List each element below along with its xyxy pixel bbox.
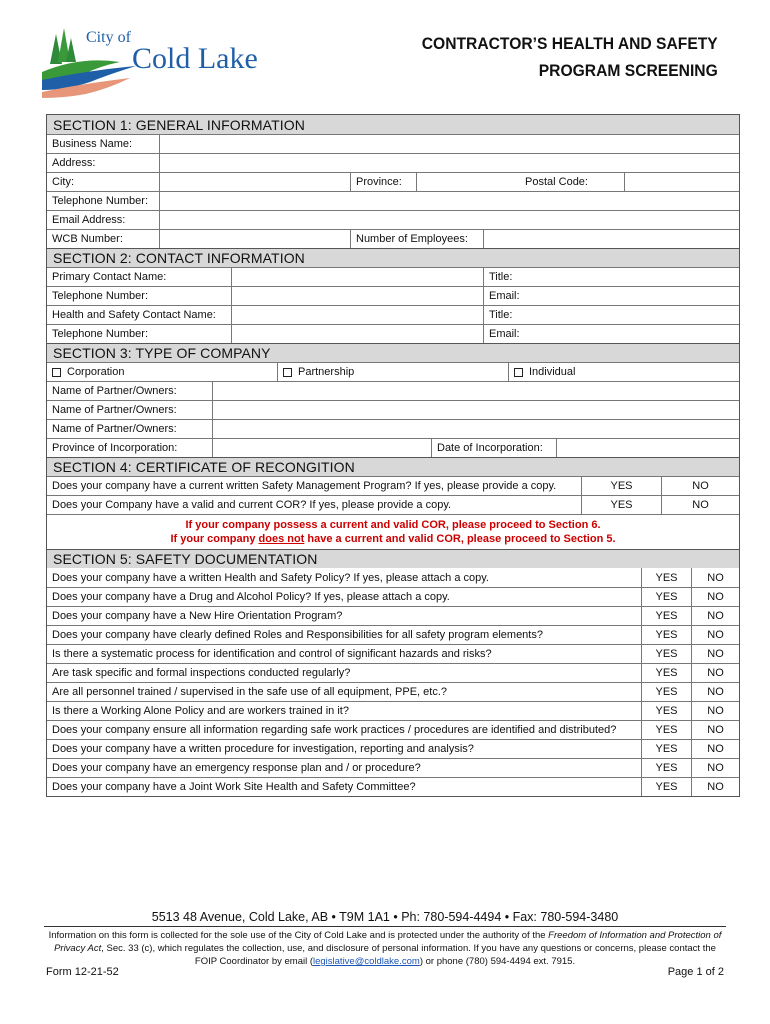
- no-option[interactable]: NO: [691, 664, 739, 682]
- logo-city-of: City of: [86, 29, 131, 46]
- logo-cold-lake: Cold Lake: [132, 42, 258, 75]
- footer-address: 5513 48 Avenue, Cold Lake, AB • T9M 1A1 • Ph: 780-594-4494 • Fax: 780-594-3480: [151, 910, 619, 924]
- safety-question-row: [47, 720, 739, 739]
- document-title: [396, 30, 718, 84]
- screening-form: [46, 114, 740, 797]
- partner-owner-label: Name of Partner/Owners:: [52, 423, 177, 435]
- notice-emphasis: does not: [258, 533, 305, 545]
- yes-option[interactable]: YES: [641, 568, 691, 587]
- business-name-field[interactable]: [159, 135, 739, 153]
- contact-email-field[interactable]: [483, 287, 739, 305]
- safety-question: Does your company have a written Health and Safety Policy? If yes, please attach a copy.: [52, 571, 489, 584]
- safety-question: Does your company have clearly defined Roles and Responsibilities for all safety program elements?: [52, 629, 543, 641]
- yes-option[interactable]: YES: [641, 626, 691, 644]
- title-label: Title:: [489, 309, 513, 321]
- safety-question: Is there a systematic process for identification and control of significant hazards and risks?: [52, 648, 492, 660]
- telephone-label: Telephone Number:: [52, 195, 149, 207]
- date-incorp-field[interactable]: [556, 439, 739, 457]
- title-line-2: PROGRAM SCREENING: [538, 61, 718, 80]
- yes-option[interactable]: YES: [641, 664, 691, 682]
- yes-option[interactable]: YES: [581, 477, 661, 495]
- yes-option[interactable]: YES: [641, 607, 691, 625]
- safety-question: Does your company have a New Hire Orientation Program?: [52, 610, 343, 622]
- safety-question-row: [47, 739, 739, 758]
- safety-question: Are all personnel trained / supervised in the safe use of all equipment, PPE, etc.?: [52, 686, 448, 698]
- safety-question-row: [47, 625, 739, 644]
- checkbox-icon: [52, 368, 61, 377]
- foip-email-link[interactable]: legislative@coldlake.com: [313, 956, 420, 967]
- safety-question: Does your company have an emergency response plan and / or procedure?: [52, 762, 421, 774]
- hs-email-field[interactable]: [483, 325, 739, 343]
- notice-line-1: If your company possess a current and valid COR, please proceed to Section 6.: [185, 519, 601, 531]
- privacy-text: , Sec. 33 (c), which regulates the collection, use, and disclosure of personal information. If you have any questions or concerns, please contact the FOIP Coordinator by email (: [101, 943, 716, 967]
- partnership-label: Partnership: [298, 366, 355, 378]
- no-option[interactable]: NO: [691, 721, 739, 739]
- safety-question-row: [47, 701, 739, 720]
- no-option[interactable]: NO: [691, 645, 739, 663]
- no-option[interactable]: NO: [661, 477, 739, 495]
- no-option[interactable]: NO: [691, 778, 739, 796]
- section-5-heading: SECTION 5: SAFETY DOCUMENTATION: [47, 549, 739, 568]
- individual-label: Individual: [529, 366, 576, 378]
- contact-telephone-field[interactable]: [231, 287, 483, 305]
- yes-option[interactable]: YES: [641, 721, 691, 739]
- notice-text: If your company: [170, 533, 259, 545]
- corporation-label: Corporation: [67, 366, 125, 378]
- city-field[interactable]: [159, 173, 350, 191]
- yes-option[interactable]: YES: [641, 683, 691, 701]
- privacy-notice: [44, 926, 726, 968]
- hs-contact-label: Health and Safety Contact Name:: [52, 309, 216, 321]
- safety-question: Does your company have a Joint Work Site Health and Safety Committee?: [52, 781, 416, 793]
- safety-question-row: [47, 644, 739, 663]
- cor-question-1: Does your company have a current written Safety Management Program? If yes, please provide a copy.: [52, 480, 557, 492]
- email-label: Email Address:: [52, 214, 126, 226]
- city-label: City:: [52, 176, 74, 188]
- postal-code-field[interactable]: [624, 173, 739, 191]
- no-option[interactable]: NO: [691, 607, 739, 625]
- notice-line-2: [170, 532, 615, 546]
- email-label: Email:: [489, 290, 520, 302]
- yes-option[interactable]: YES: [641, 645, 691, 663]
- hs-title-field[interactable]: [483, 306, 739, 324]
- no-option[interactable]: NO: [691, 588, 739, 606]
- safety-question: Is there a Working Alone Policy and are workers trained in it?: [52, 705, 349, 717]
- no-option[interactable]: NO: [691, 702, 739, 720]
- privacy-act: Freedom of Information and Protection of Privacy Act: [54, 930, 722, 954]
- employees-label: Number of Employees:: [350, 230, 483, 248]
- privacy-text: Information on this form is collected for the sole use of the City of Cold Lake and is protected under the authority of the: [48, 930, 549, 941]
- email-field[interactable]: [159, 211, 739, 229]
- employees-field[interactable]: [483, 230, 739, 248]
- partner-owner-label: Name of Partner/Owners:: [52, 385, 177, 397]
- hs-telephone-label: Telephone Number:: [52, 328, 149, 340]
- partner-owner-label: Name of Partner/Owners:: [52, 404, 177, 416]
- checkbox-icon: [283, 368, 292, 377]
- province-incorp-label: Province of Incorporation:: [52, 442, 178, 454]
- city-logo: [40, 22, 280, 98]
- yes-option[interactable]: YES: [641, 759, 691, 777]
- yes-option[interactable]: YES: [641, 778, 691, 796]
- no-option[interactable]: NO: [691, 740, 739, 758]
- tree-icon: [50, 28, 76, 64]
- title-label: Title:: [489, 271, 513, 283]
- title-line-1: CONTRACTOR’S HEALTH AND SAFETY: [421, 34, 718, 53]
- corporation-checkbox[interactable]: [47, 363, 277, 381]
- email-label: Email:: [489, 328, 520, 340]
- yes-option[interactable]: YES: [641, 740, 691, 758]
- contact-telephone-label: Telephone Number:: [52, 290, 149, 302]
- safety-question-row: [47, 587, 739, 606]
- address-field[interactable]: [159, 154, 739, 172]
- safety-question: Does your company ensure all information regarding safe work practices / procedures are identified and distributed?: [52, 724, 617, 736]
- date-incorp-label: Date of Incorporation:: [431, 439, 556, 457]
- safety-question-row: [47, 568, 739, 587]
- partner-owner-field[interactable]: [212, 401, 739, 419]
- section-2-heading: SECTION 2: CONTACT INFORMATION: [47, 248, 739, 267]
- yes-option[interactable]: YES: [581, 496, 661, 514]
- hs-telephone-field[interactable]: [231, 325, 483, 343]
- primary-contact-label: Primary Contact Name:: [52, 271, 167, 283]
- telephone-field[interactable]: [159, 192, 739, 210]
- province-incorp-field[interactable]: [212, 439, 431, 457]
- partner-owner-field[interactable]: [212, 420, 739, 438]
- section-4-heading: SECTION 4: CERTIFICATE OF RECONGITION: [47, 457, 739, 476]
- safety-question-row: [47, 606, 739, 625]
- province-label: Province:: [350, 173, 416, 191]
- notice-text: have a current and valid COR, please proceed to Section 5.: [304, 533, 616, 545]
- privacy-text: ) or phone (780) 594-4494 ext. 7915.: [419, 956, 576, 967]
- no-option[interactable]: NO: [691, 683, 739, 701]
- hs-contact-field[interactable]: [231, 306, 483, 324]
- yes-option[interactable]: YES: [641, 702, 691, 720]
- no-option[interactable]: NO: [691, 568, 739, 587]
- section-3-heading: SECTION 3: TYPE OF COMPANY: [47, 343, 739, 362]
- address-label: Address:: [52, 157, 96, 169]
- partner-owner-field[interactable]: [212, 382, 739, 400]
- province-field[interactable]: [416, 173, 520, 191]
- section-1-heading: SECTION 1: GENERAL INFORMATION: [47, 115, 739, 134]
- safety-question: Are task specific and formal inspections conducted regularly?: [52, 667, 351, 679]
- wcb-label: WCB Number:: [52, 233, 123, 245]
- primary-contact-title-label[interactable]: [483, 268, 739, 286]
- safety-question-row: [47, 758, 739, 777]
- safety-question: Does your company have a written procedure for investigation, reporting and analysis?: [52, 743, 474, 755]
- no-option[interactable]: NO: [661, 496, 739, 514]
- cor-notice: [47, 514, 739, 549]
- safety-question-row: [47, 777, 739, 796]
- partnership-checkbox[interactable]: [277, 363, 508, 381]
- safety-question: Does your company have a Drug and Alcohol Policy? If yes, please attach a copy.: [52, 591, 450, 603]
- safety-question-row: [47, 682, 739, 701]
- form-number: Form 12-21-52: [46, 966, 119, 978]
- cor-question-2: Does your Company have a valid and current COR? If yes, please provide a copy.: [52, 499, 452, 511]
- individual-checkbox[interactable]: [508, 363, 739, 381]
- checkbox-icon: [514, 368, 523, 377]
- page-number: Page 1 of 2: [667, 966, 724, 978]
- yes-option[interactable]: YES: [641, 588, 691, 606]
- safety-question-list: [47, 568, 739, 796]
- no-option[interactable]: NO: [691, 759, 739, 777]
- primary-contact-field[interactable]: [231, 268, 483, 286]
- no-option[interactable]: NO: [691, 626, 739, 644]
- safety-question-row: [47, 663, 739, 682]
- business-name-label: Business Name:: [52, 138, 133, 150]
- wcb-field[interactable]: [159, 230, 350, 248]
- postal-code-label: Postal Code:: [525, 176, 588, 188]
